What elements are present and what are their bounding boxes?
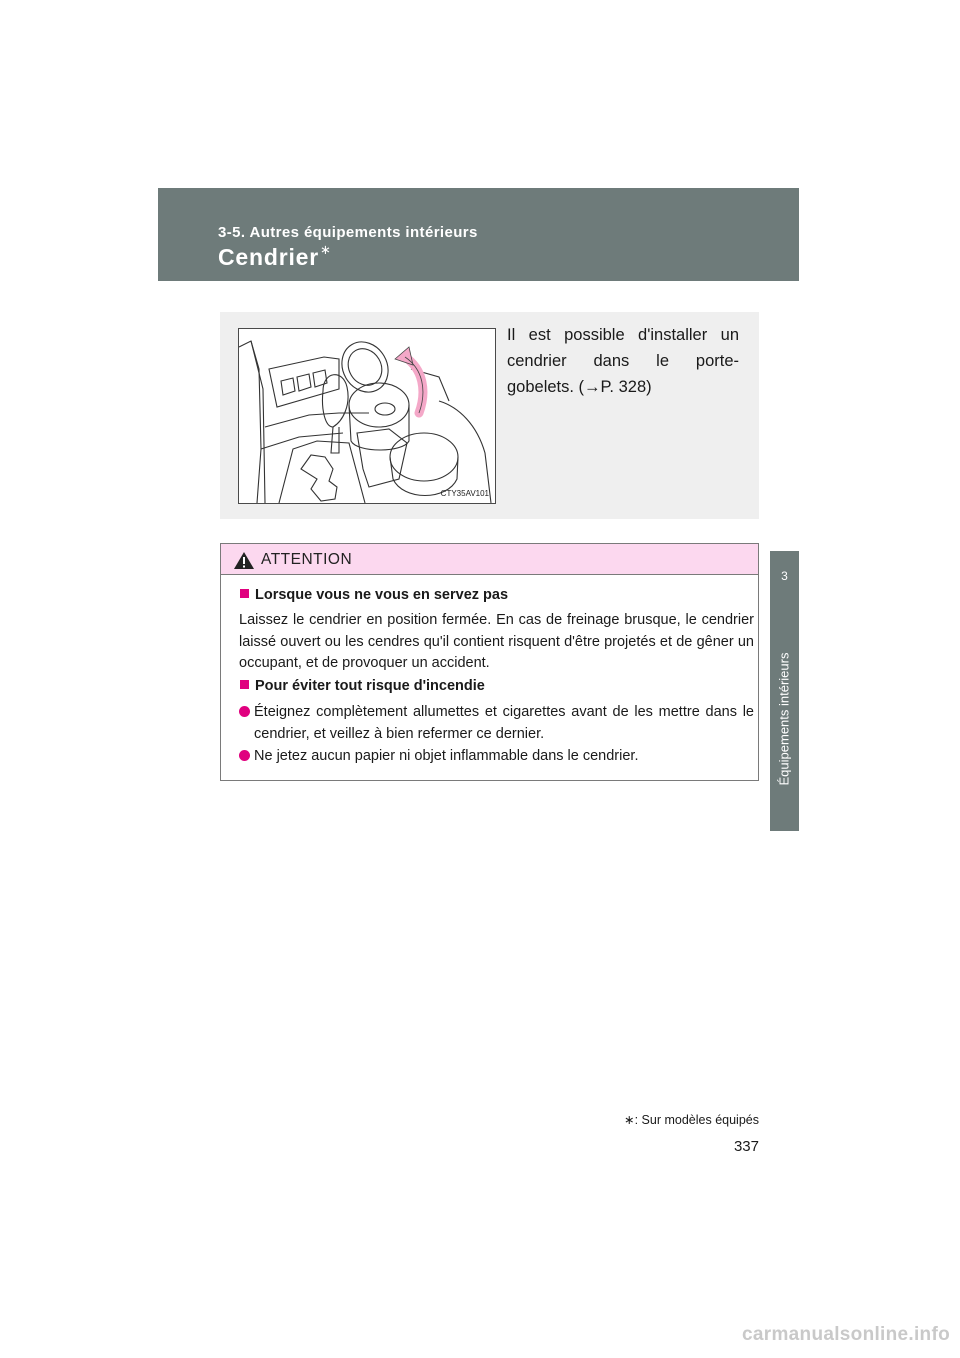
- warning-title: ATTENTION: [261, 551, 353, 568]
- warning-box: [220, 543, 759, 781]
- circle-bullet-icon: [239, 750, 250, 761]
- warning-bullet-2: [239, 746, 754, 768]
- chapter-side-tab: [770, 551, 799, 831]
- console-drawing: [239, 329, 495, 503]
- page-title-text: Cendrier: [218, 244, 319, 270]
- warning-bullet-2-text: Ne jetez aucun papier ni objet inflammable dans le cendrier.: [254, 748, 639, 764]
- warning-bullet-1: [239, 702, 754, 745]
- warning-subhead-2: [240, 678, 485, 694]
- equipped-models-mark: ∗: [319, 242, 332, 257]
- intro-box: [220, 312, 759, 519]
- image-code: CTY35AV101: [440, 489, 489, 498]
- page-number: 337: [733, 1138, 759, 1155]
- chapter-label: Équipements intérieurs: [776, 652, 792, 785]
- page-title: [218, 244, 332, 271]
- footnote: ∗: Sur modèles équipés: [624, 1113, 759, 1127]
- section-title: 3-5. Autres équipements intérieurs: [218, 224, 478, 241]
- warning-subhead-1: [240, 587, 508, 603]
- warning-bullet-1-text: Éteignez complètement allumettes et cigarettes avant de les mettre dans le cendrier, et veillez à bien refermer ce dernier.: [254, 704, 754, 742]
- chapter-label-wrap: [776, 611, 792, 826]
- chapter-header: [158, 188, 799, 281]
- watermark: carmanualsonline.info: [742, 1324, 950, 1345]
- chapter-number: 3: [781, 569, 788, 583]
- warning-paragraph-1: Laissez le cendrier en position fermée. En cas de freinage brusque, le cendrier laissé ouvert ou les cendres qu'il contient risquent d'être projetés et de gêner un occupant, et de provoquer un accident.: [239, 612, 754, 671]
- warning-subhead-2-text: Pour éviter tout risque d'incendie: [255, 678, 485, 694]
- circle-bullet-icon: [239, 706, 250, 717]
- warning-triangle-icon: [233, 551, 255, 570]
- intro-text: Il est possible d'installer un cendrier dans le porte-gobelets. (→P. 328): [507, 326, 739, 396]
- warning-header: [221, 544, 758, 575]
- square-bullet-icon: [240, 680, 249, 689]
- square-bullet-icon: [240, 589, 249, 598]
- ashtray-illustration: [238, 328, 496, 504]
- warning-subhead-1-text: Lorsque vous ne vous en servez pas: [255, 587, 509, 603]
